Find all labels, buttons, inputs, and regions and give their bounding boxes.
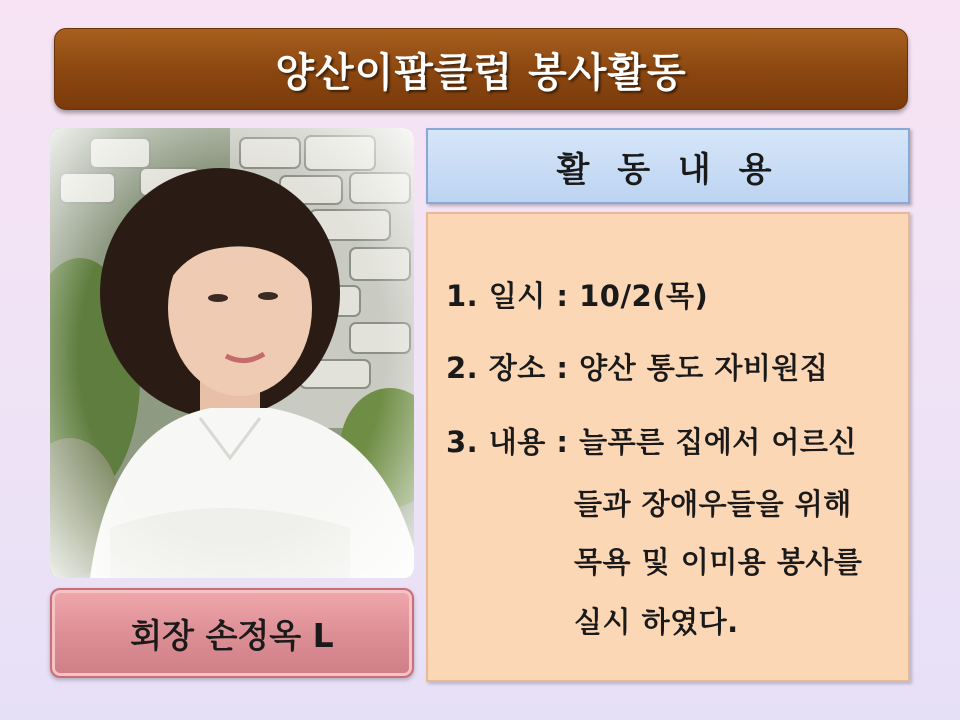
activity-date: 1. 일시 : 10/2(목) — [446, 279, 709, 313]
name-caption-box — [50, 588, 414, 678]
activity-description-line-4: 실시 하였다. — [574, 605, 739, 639]
activity-header-label: 활 동 내 용 — [556, 149, 780, 190]
activity-description: 3. 내용 : 늘푸른 집에서 어르신 — [446, 425, 857, 459]
activity-description-line-3: 목욕 및 이미용 봉사를 — [574, 545, 863, 579]
page-title: 양산이팝클럽 봉사활동 — [275, 49, 687, 96]
portrait-image — [50, 128, 414, 578]
activity-place: 2. 장소 : 양산 통도 자비원집 — [446, 351, 829, 385]
activity-header — [426, 128, 910, 204]
activity-content — [426, 212, 910, 682]
activity-description-line-2: 들과 장애우들을 위해 — [574, 487, 852, 521]
name-caption: 회장 손정옥 L — [130, 615, 334, 655]
president-photo — [50, 128, 414, 578]
title-banner — [54, 28, 908, 110]
